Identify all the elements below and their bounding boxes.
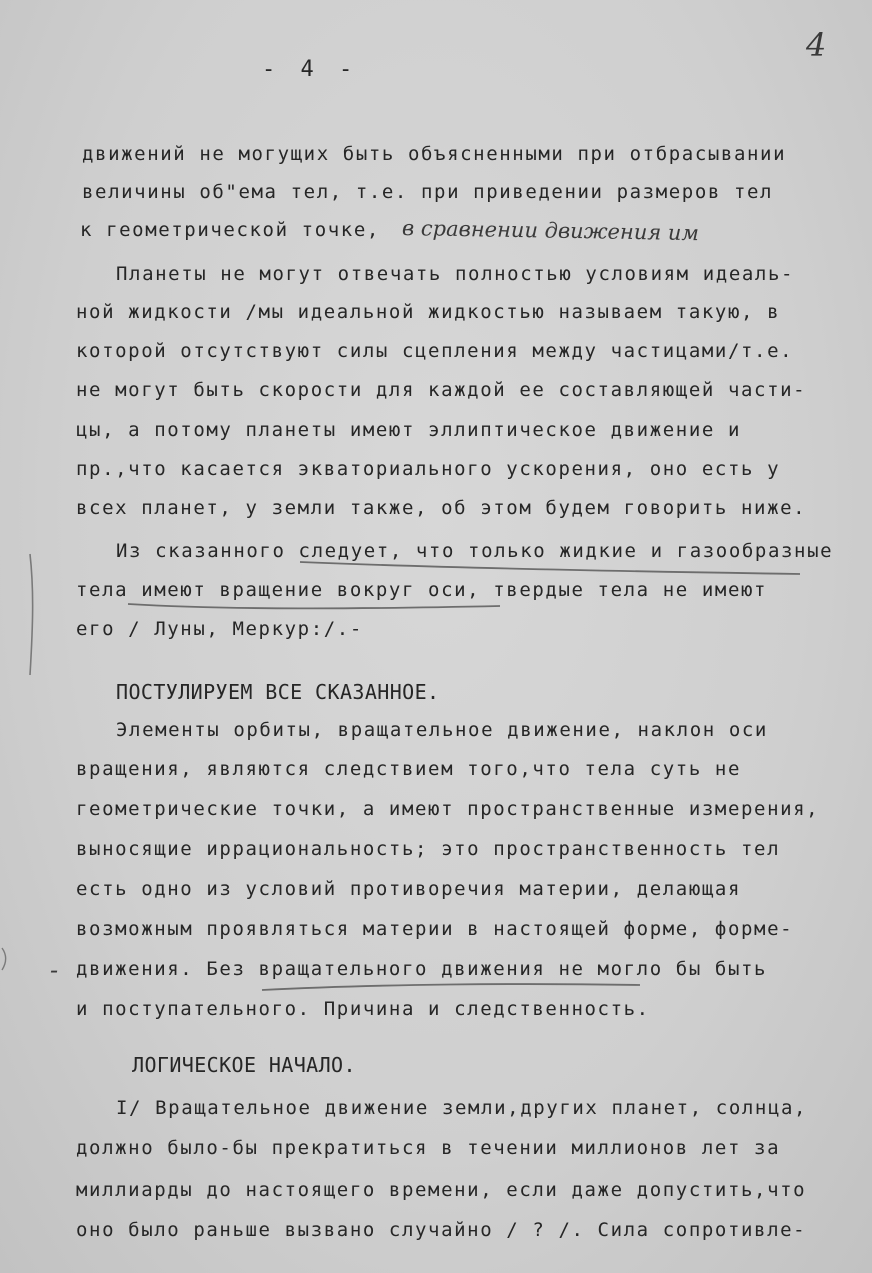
text-line-16: вращения, являются следствием того,что тела суть не [76,758,741,780]
text-line-22: и поступательного. Причина и следственность. [76,998,650,1020]
text-line-3: к геометрической точке, [80,219,380,241]
text-line-21: движения. Без вращательного движения не могло бы быть [76,958,768,980]
text-line-7: не могут быть скорости для каждой ее составляющей части- [76,379,807,401]
text-line-25: должно было-бы прекратиться в течении миллионов лет за [76,1137,781,1159]
text-line-11: Из сказанного следует, что только жидкие и газообразные [116,540,834,562]
text-line-26: миллиарды до настоящего времени, если даже допустить,что [76,1179,807,1201]
text-line-17: геометрические точки, а имеют пространственные измерения, [76,798,820,820]
text-line-12: тела имеют вращение вокруг оси, твердые тела не имеют [76,579,768,601]
page-number-mark: - 4 - [262,57,359,82]
text-line-8: цы, а потому планеты имеют эллиптическое движение и [76,419,741,441]
text-line-10: всех планет, у земли также, об этом будем говорить ниже. [76,497,807,519]
margin-bracket-line [2,948,6,970]
underline-mark [262,984,640,990]
section-heading-postulate: ПОСТУЛИРУЕМ ВСЕ СКАЗАННОЕ. [116,680,440,704]
text-line-19: есть одно из условий противоречия материи, делающая [76,878,741,900]
underline-mark [300,562,800,574]
handwritten-insertion: в сравнении движения им [401,216,700,246]
underline-mark [128,604,500,608]
text-line-9: пр.,что касается экваториального ускорения, оно есть у [76,458,781,480]
text-line-24: I/ Вращательное движение земли,других планет, солнца, [116,1097,808,1119]
section-heading-logical: ЛОГИЧЕСКОЕ НАЧАЛО. [132,1053,356,1077]
text-line-13: его / Луны, Меркур:/.- [76,618,363,640]
margin-bracket-line [30,554,33,675]
text-line-4: Планеты не могут отвечать полностью условиям идеаль- [116,263,795,285]
handwritten-page-number: 4 [806,26,827,64]
text-line-27: оно было раньше вызвано случайно / ? /. Сила сопротивле- [76,1219,807,1241]
margin-dash: - [50,956,59,984]
text-line-18: выносящие иррациональность; это пространственность тел [76,838,781,860]
text-line-20: возможным проявляться материи в настоящей форме, форме- [76,918,794,940]
text-line-5: ной жидкости /мы идеальной жидкостью называем такую, в [76,301,781,323]
text-line-15: Элементы орбиты, вращательное движение, наклон оси [116,719,768,741]
text-line-1: движений не могущих быть объясненными при отбрасывании [82,143,787,165]
text-line-2: величины об"ема тел, т.е. при приведении размеров тел [82,181,774,203]
text-line-6: которой отсутствуют силы сцепления между частицами/т.е. [76,340,794,362]
